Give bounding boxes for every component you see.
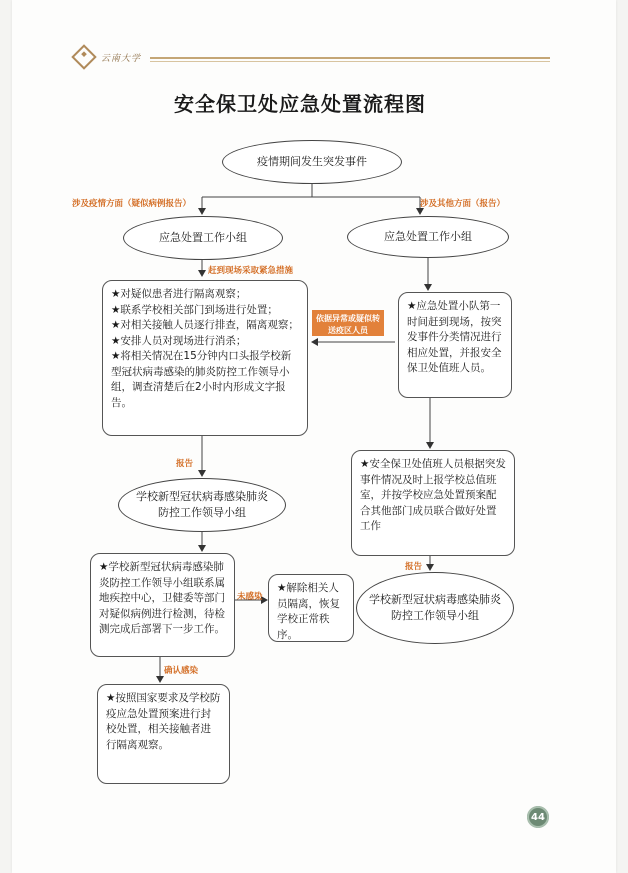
edge-label-confirmed: 确认感染 — [164, 666, 199, 676]
left-leader-node: 学校新型冠状病毒感染肺炎防控工作领导小组 — [118, 478, 286, 532]
cdc-contact-box: ★学校新型冠状病毒感染肺炎防控工作领导小组联系属地疾控中心，卫健委等部门对疑似病例进行检测，待检测完成后部署下一步工作。 — [90, 553, 235, 657]
edge-label-epidemic: 涉及疫情方面（疑似病例报告） — [72, 199, 192, 209]
edge-label-onsite: 赶到现场采取紧急措施 — [208, 266, 294, 276]
page-title: 安全保卫处应急处置流程图 — [174, 92, 426, 116]
right-duty-box: ★安全保卫处值班人员根据突发事件情况及时上报学校总值班室，并按学校应急处置预案配合其他部门成员联合做好处置工作 — [351, 450, 515, 556]
transfer-label-box: 依据异常或疑似转送疫区人员 — [312, 310, 384, 336]
start-event-node: 疫情期间发生突发事件 — [222, 140, 402, 184]
left-emergency-team-node: 应急处置工作小组 — [123, 216, 283, 260]
release-box: ★解除相关人员隔离，恢复学校正常秩序。 — [268, 574, 354, 642]
edge-label-report-left: 报告 — [176, 459, 194, 469]
right-actions-box: ★应急处置小队第一时间赶到现场，按突发事件分类情况进行相应处置，并报安全保卫处值班人员。 — [398, 292, 512, 398]
edge-label-not-infected: 未感染 — [237, 592, 263, 602]
page-number-badge: 44 — [527, 806, 549, 828]
lockdown-box: ★按照国家要求及学校防疫应急处置预案进行封校处置，相关接触者进行隔离观察。 — [97, 684, 230, 784]
left-actions-box: ★对疑似患者进行隔离观察； ★联系学校相关部门到场进行处置； ★对相关接触人员逐行排查，隔离观察； ★安排人员对现场进行消杀； ★将相关情况在15分钟内口头报学校新型冠状病毒感染的肺炎防控工作领导小组，调查清楚后在2小时内形成文字报告。 — [102, 280, 308, 436]
logo-text: 云南大学 — [101, 53, 142, 64]
edge-label-other: 涉及其他方面（报告） — [420, 199, 506, 209]
edge-label-report-right: 报告 — [405, 562, 423, 572]
right-leader-node: 学校新型冠状病毒感染肺炎防控工作领导小组 — [356, 572, 514, 644]
right-emergency-team-node: 应急处置工作小组 — [347, 216, 509, 258]
